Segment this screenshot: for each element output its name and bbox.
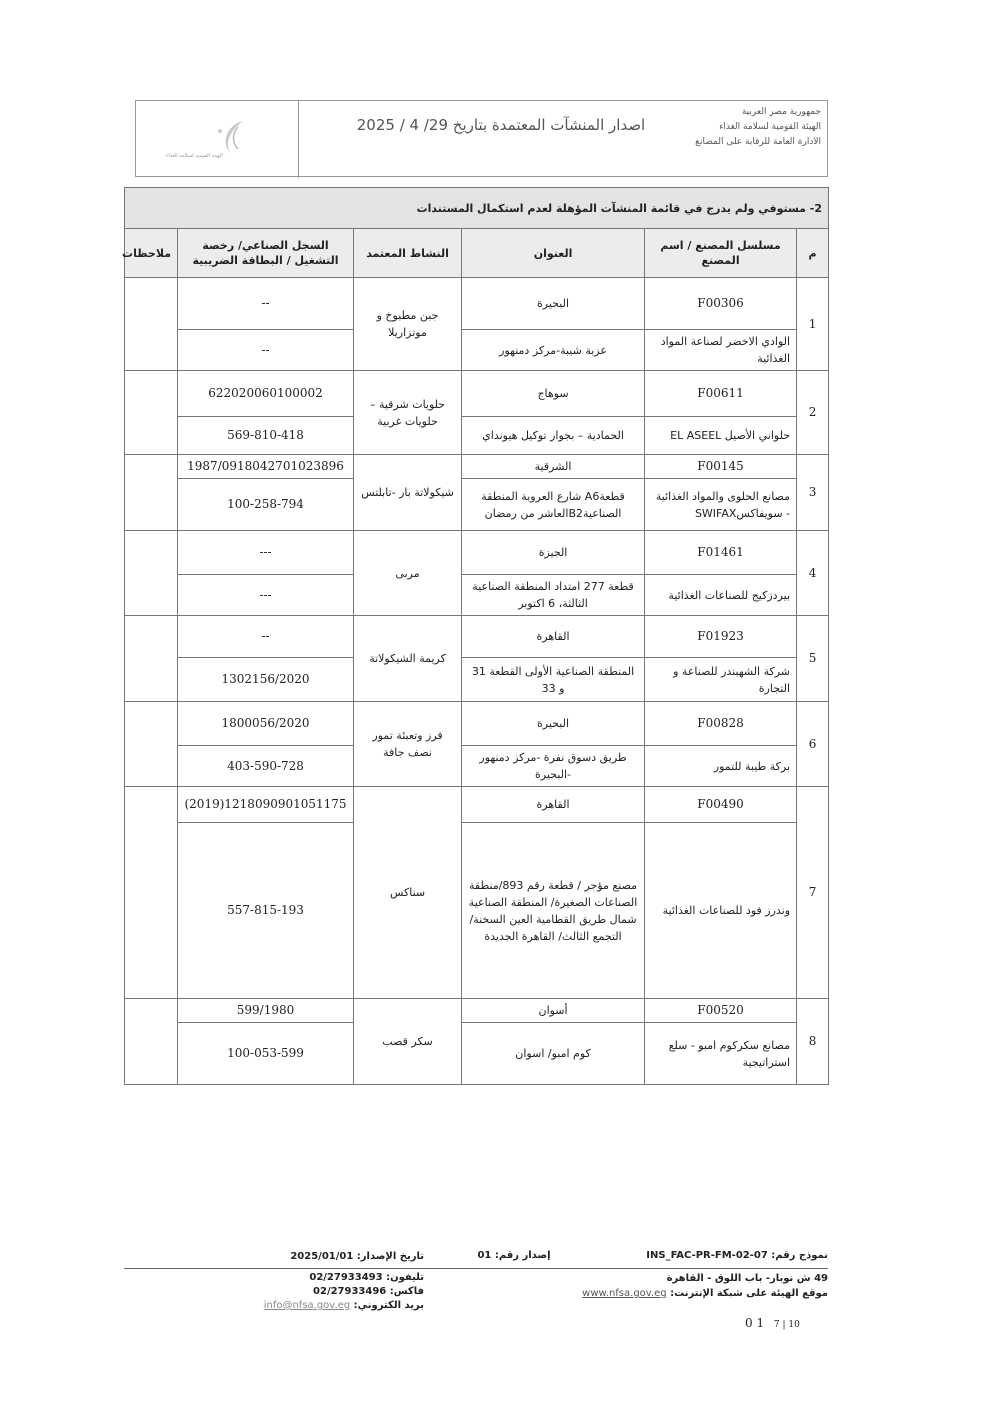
factory-code: F00828 [645, 702, 797, 746]
address: عزبة شيبة-مركز دمنهور [462, 330, 645, 371]
activity: فرز وتعبئة تمور نصف جافة [354, 702, 462, 787]
street-address: 49 ش نوبار- باب اللوق - القاهرة [666, 1273, 828, 1284]
activity: شيكولاتة بار -تابلتس [354, 455, 462, 531]
row-number: 5 [797, 616, 829, 702]
registry-value: 1218090901051175(2019) [178, 787, 354, 823]
footer-divider [124, 1268, 828, 1269]
fax: فاكس: 02/27933496 [313, 1286, 424, 1297]
activity: كريمة الشيكولاتة [354, 616, 462, 702]
facilities-table [124, 187, 829, 1085]
address: قطعة 277 امتداد المنطقة الصناعية الثالثة، 6 اكتوبر [462, 575, 645, 616]
row-number: 3 [797, 455, 829, 531]
table-row [125, 479, 829, 531]
governorate: القاهرة [462, 787, 645, 823]
table-row [125, 746, 829, 787]
table-row [125, 278, 829, 330]
table-row [125, 658, 829, 702]
notes-cell [125, 616, 178, 702]
section-title: 2- مستوفي ولم يدرج في قائمة المنشآت المؤهلة لعدم استكمال المستندات [125, 188, 829, 229]
factory-name: مصانع الحلوى والمواد الغذائية - سويفاكسSWIFAX [645, 479, 797, 531]
document-footer [124, 1250, 828, 1330]
activity: سكر قصب [354, 999, 462, 1085]
page-number [745, 1316, 800, 1330]
table-row [125, 787, 829, 823]
page-of: 7 | 10 [773, 1320, 800, 1330]
col-header-serial: م [797, 229, 829, 278]
contact-info [214, 1271, 424, 1313]
notes-cell [125, 371, 178, 455]
page-code: 0 1 [745, 1316, 765, 1330]
agency-line: الهيئة القومية لسلامة الغذاء [719, 122, 821, 132]
registry-value: 599/1980 [178, 999, 354, 1023]
factory-name: شركة الشهبندر للصناعة و التجارة [645, 658, 797, 702]
address: الحمادية – بجوار توكيل هيونداي [462, 417, 645, 455]
governorate: الشرقية [462, 455, 645, 479]
phone: تليفون: 02/27933493 [309, 1272, 424, 1283]
notes-cell [125, 787, 178, 999]
registry-value: -- [178, 616, 354, 658]
activity: مربى [354, 531, 462, 616]
notes-cell [125, 278, 178, 371]
table-row [125, 616, 829, 658]
col-header-address: العنوان [462, 229, 645, 278]
notes-cell [125, 999, 178, 1085]
email-label: بريد الكتروني: [353, 1300, 424, 1311]
row-number: 4 [797, 531, 829, 616]
registry-value: 557-815-193 [178, 823, 354, 999]
factory-name: وندرز فود للصناعات الغذائية [645, 823, 797, 999]
section-title-row [125, 188, 829, 229]
governorate: أسوان [462, 999, 645, 1023]
notes-cell [125, 455, 178, 531]
governorate: البحيرة [462, 278, 645, 330]
col-header-factory: مسلسل المصنع / اسم المصنع [645, 229, 797, 278]
registry-value: 100-258-794 [178, 479, 354, 531]
website-line [524, 1286, 828, 1301]
website-label: موقع الهيئة على شبكة الإنترنت: [670, 1288, 828, 1299]
factory-name: بيردزكيج للصناعات الغذائية [645, 575, 797, 616]
agency-line: الادارة العامة للرقابة على المصانع [695, 137, 821, 147]
notes-cell [125, 531, 178, 616]
table-row [125, 455, 829, 479]
table-row [125, 531, 829, 575]
registry-value: -- [178, 278, 354, 330]
document-title: اصدار المنشآت المعتمدة بتاريخ 29/ 4 / 2025 [356, 116, 646, 134]
form-number: نموذج رقم: INS_FAC-PR-FM-02-07 [646, 1250, 828, 1261]
row-number: 7 [797, 787, 829, 999]
address: طريق دسوق نفرة -مركز دمنهور -البحيرة [462, 746, 645, 787]
governorate: سوهاج [462, 371, 645, 417]
activity: حلويات شرقية – حلويات غربية [354, 371, 462, 455]
logo-caption: الهيئة القومية لسلامة الغذاء [166, 153, 223, 159]
row-number: 8 [797, 999, 829, 1085]
factory-name: مصانع سكركوم امبو - سلع استراتيجية [645, 1023, 797, 1085]
email-link[interactable]: info@nfsa.gov.eg [263, 1300, 351, 1311]
governorate: الجيزة [462, 531, 645, 575]
table-row [125, 702, 829, 746]
notes-cell [125, 702, 178, 787]
agency-line: جمهورية مصر العربية [741, 107, 821, 117]
factory-code: F01461 [645, 531, 797, 575]
table-row [125, 823, 829, 999]
table-row [125, 330, 829, 371]
registry-value: 569-810-418 [178, 417, 354, 455]
col-header-activity: النشاط المعتمد [354, 229, 462, 278]
registry-value: --- [178, 575, 354, 616]
factory-code: F00490 [645, 787, 797, 823]
registry-value: --- [178, 531, 354, 575]
factory-code: F00306 [645, 278, 797, 330]
facilities-table-wrapper [124, 187, 828, 1085]
address: كوم امبو/ اسوان [462, 1023, 645, 1085]
registry-value: 403-590-728 [178, 746, 354, 787]
address: قطعةA6 شارع العروبة المنطقة الصناعيةB2العاشر من رمضان [462, 479, 645, 531]
website-link[interactable]: www.nfsa.gov.eg [582, 1288, 667, 1299]
address: مصنع مؤجر / قطعة رقم 893/منطقة الصناعات الصغيرة/ المنطقة الصناعية شمال طريق القطامية العين السخنة/ التجمع الثالث/ القاهرة الجديدة [462, 823, 645, 999]
registry-value: 1987/0918042701023896 [178, 455, 354, 479]
row-number: 2 [797, 371, 829, 455]
registry-value: 1800056/2020 [178, 702, 354, 746]
factory-code: F00145 [645, 455, 797, 479]
header-divider [298, 101, 299, 178]
address: المنطقة الصناعية الأولى القطعة 31 و 33 [462, 658, 645, 702]
table-row [125, 999, 829, 1023]
factory-code: F00611 [645, 371, 797, 417]
registry-value: 1302156/2020 [178, 658, 354, 702]
registry-value: 100-053-599 [178, 1023, 354, 1085]
row-number: 1 [797, 278, 829, 371]
factory-name: بركة طيبة للتمور [645, 746, 797, 787]
factory-name: الوادي الاخضر لصناعة المواد الغذائية [645, 330, 797, 371]
activity: جبن مطبوخ و موتزاريلا [354, 278, 462, 371]
factory-code: F00520 [645, 999, 797, 1023]
agency-name [661, 105, 821, 150]
governorate: القاهرة [462, 616, 645, 658]
table-row [125, 1023, 829, 1085]
activity: سناكس [354, 787, 462, 999]
table-row [125, 417, 829, 455]
col-header-registry: السجل الصناعي/ رخصة التشغيل / البطاقة الضريبية [178, 229, 354, 278]
agency-address [524, 1271, 828, 1301]
issue-number: إصدار رقم: 01 [477, 1250, 551, 1261]
table-row [125, 575, 829, 616]
registry-value: -- [178, 330, 354, 371]
column-header-row [125, 229, 829, 278]
col-header-notes: ملاحظات [125, 229, 178, 278]
issue-date: تاريخ الإصدار: 2025/01/01 [290, 1251, 424, 1262]
registry-value: 622020060100002 [178, 371, 354, 417]
email-line [214, 1299, 424, 1313]
table-row [125, 371, 829, 417]
factory-code: F01923 [645, 616, 797, 658]
governorate: البحيرة [462, 702, 645, 746]
row-number: 6 [797, 702, 829, 787]
factory-name: حلواني الأصيل EL ASEEL [645, 417, 797, 455]
document-header [135, 100, 828, 177]
